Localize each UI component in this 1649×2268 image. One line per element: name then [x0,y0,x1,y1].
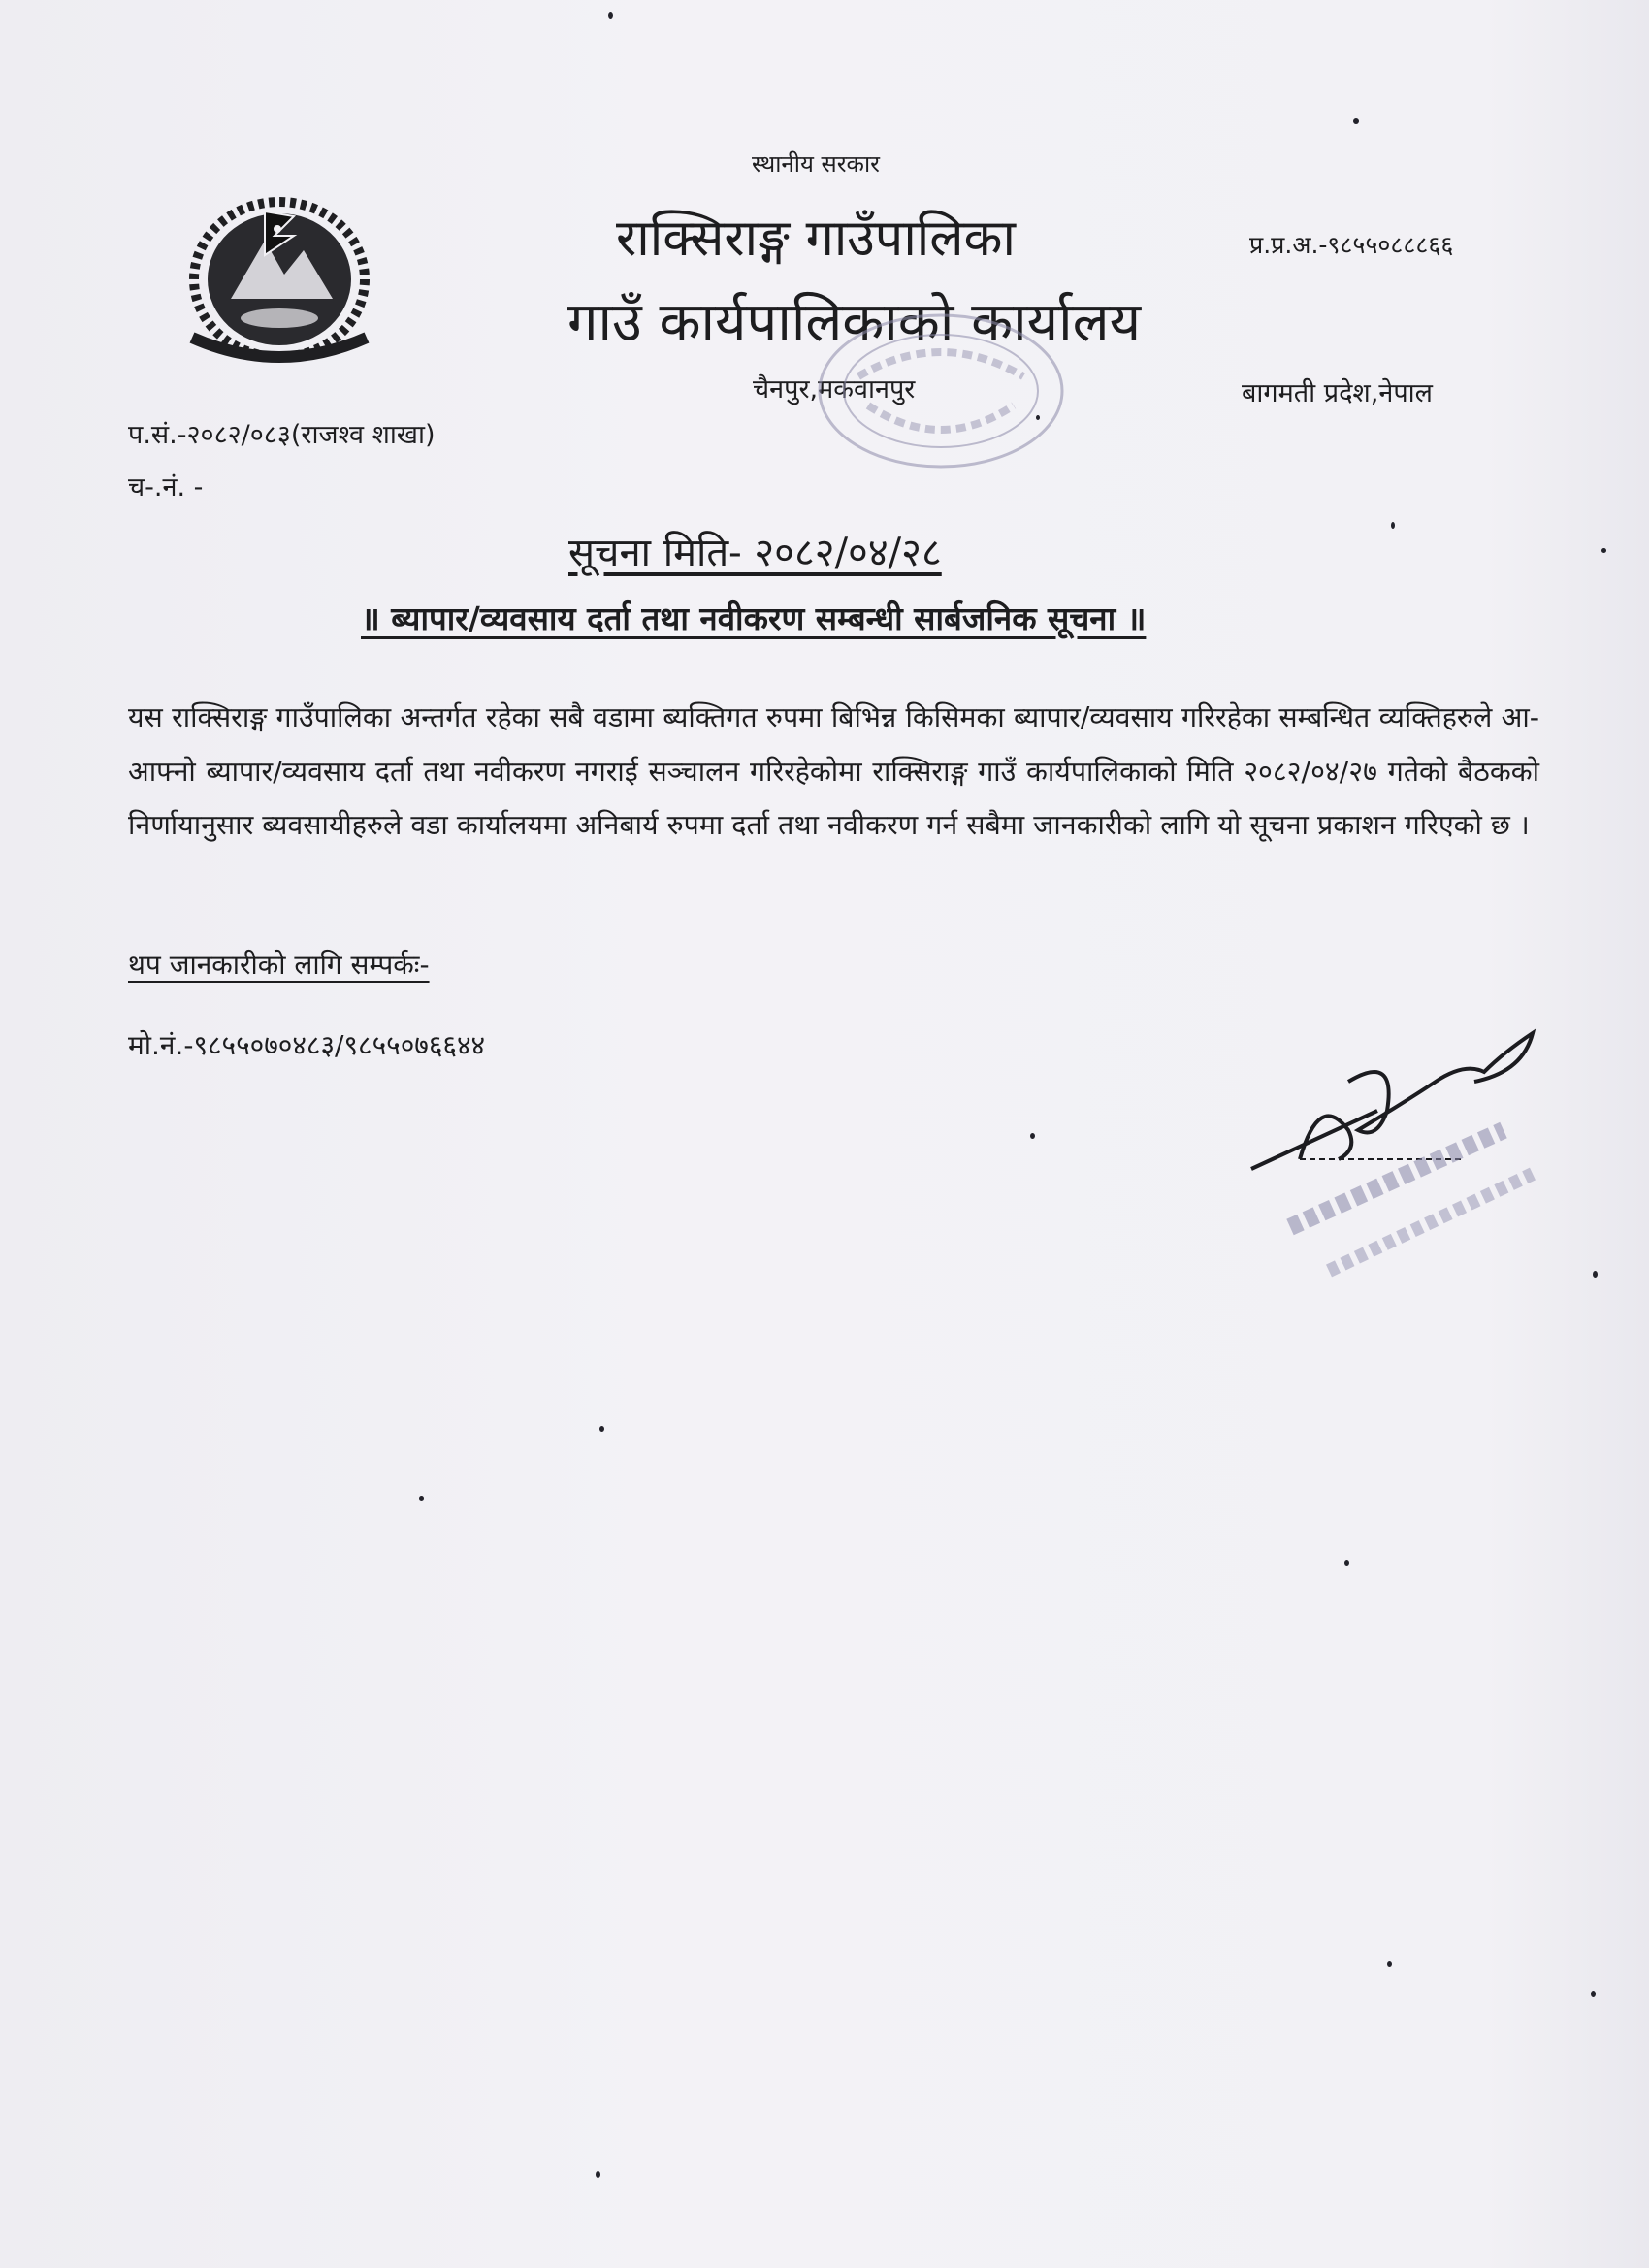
scan-speck [1591,1991,1596,1997]
scan-speck [608,12,613,19]
scan-speck [1391,522,1395,529]
notice-body: यस राक्सिराङ्ग गाउँपालिका अन्तर्गत रहेका सबै वडामा ब्यक्तिगत रुपमा बिभिन्न किसिमका ब्यापार/व्यवसाय गरिरहेका सम्बन्धित व्यक्तिहरुले आ-आफ्नो ब्यापार/व्यवसाय दर्ता तथा नवीकरण नगराई सञ्चालन गरिरहेकोमा राक्सिराङ्ग गाउँ कार्यपालिकाको मिति २०८२/०४/२७ गतेको बैठकको निर्णायानुसार ब्यवसायीहरुले वडा कार्यालयमा अनिबार्य रुपमा दर्ता तथा नवीकरण गर्न सबैमा जानकारीको लागि यो सूचना प्रकाशन गरिएको छ । [128,701,1539,841]
government-emblem-icon [173,182,386,367]
scan-speck [1601,548,1606,553]
letter-reference-number: प.सं.-२०८२/०८३(राजश्व शाखा) [128,420,436,450]
dispatch-number: च-.नं. - [128,472,204,502]
scan-speck [1036,415,1040,420]
office-stamp-icon [810,308,1072,473]
scan-speck [419,1496,424,1501]
scan-speck [599,1426,604,1432]
scan-speck [1030,1133,1035,1139]
scan-speck [1387,1961,1392,1967]
signature-icon [1242,1014,1562,1285]
scan-speck [596,2171,600,2178]
scan-speck [1353,118,1359,124]
notice-date: सूचना मिति- २०८२/०४/२८ [568,531,942,575]
scan-speck [1593,1271,1598,1278]
pan-number: प्र.प्र.अ.-९८५५०८८८६६ [1249,231,1454,259]
notice-title: ॥ ब्यापार/व्यवसाय दर्ता तथा नवीकरण सम्बन्धी सार्बजनिक सूचना ॥ [361,599,1147,637]
municipality-name: राक्सिराङ्ग गाउँपालिका [616,210,1016,268]
government-level: स्थानीय सरकार [752,150,880,178]
contact-phone-numbers: मो.नं.-९८५५०७०४८३/९८५५०७६६४४ [128,1029,486,1061]
scan-speck [1344,1560,1349,1566]
office-address: चैनपुर,मकवानपुर [753,374,916,405]
office-name: गाउँ कार्यपालिकाको कार्यालय [567,291,1142,354]
contact-heading: थप जानकारीको लागि सम्पर्कः- [128,949,430,981]
province-name: बागमती प्रदेश,नेपाल [1242,378,1433,408]
